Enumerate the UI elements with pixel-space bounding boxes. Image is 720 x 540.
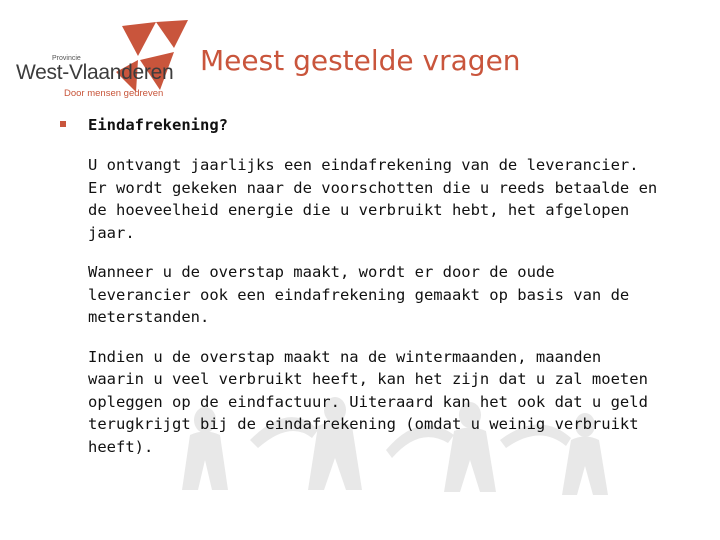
bullet-item (60, 113, 700, 137)
paragraph-1: U ontvangt jaarlijks een eindafrekening van de leverancier. Er wordt gekeken naar de voorschotten die u reeds betaalde en de hoeveelheid energie die u verbruikt hebt, het afgelopen jaar. (88, 156, 658, 242)
logo-tagline: Door mensen gedreven (64, 88, 164, 99)
slide-title: Meest gestelde vragen (200, 44, 521, 77)
slide-content (60, 113, 700, 458)
province-logo (14, 16, 194, 106)
bullet-heading: Eindafrekening? (88, 116, 228, 134)
paragraph-2: Wanneer u de overstap maakt, wordt er door de oude leverancier ook een eindafrekening gemaakt op basis van de meterstanden. (88, 263, 630, 326)
logo-name: West-Vlaanderen (16, 61, 174, 84)
paragraph-3: Indien u de overstap maakt na de wintermaanden, maanden waarin u veel verbruikt heeft, kan het zijn dat u zal moeten opleggen op de eindfactuur. Uiteraard kan het ook dat u geld terugkrijgt bij de eindafrekening (omdat u weinig verbruikt heeft). (88, 347, 648, 456)
bullet-marker-icon (60, 121, 66, 127)
logo-province-label: Provincie (52, 55, 81, 62)
